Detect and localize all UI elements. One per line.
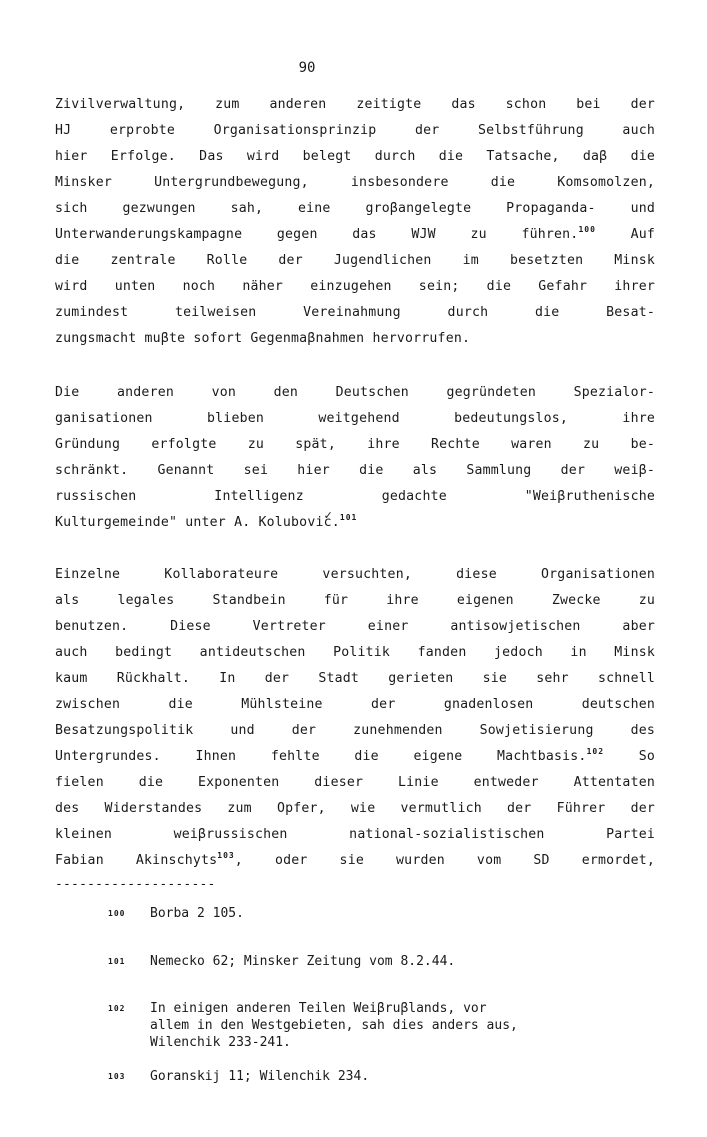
text-line: hier Erfolge. Das wird belegt durch die Tatsache, daβ die (55, 149, 655, 164)
footnote-ref[interactable]: 101 (339, 513, 358, 522)
caron-mark: ✓ c (324, 515, 332, 530)
text-line: des Widerstandes zum Opfer, wie vermutlich der Führer der (55, 801, 655, 816)
text-line: kaum Rückhalt. In der Stadt gerieten sie sehr schnell (55, 671, 655, 686)
footnote (108, 905, 668, 922)
paragraph-3 (55, 562, 655, 874)
footnote-number: 102 (108, 1004, 126, 1013)
text-line: ganisationen blieben weitgehend bedeutungslos, ihre (55, 411, 655, 426)
text-line: kleinen weiβrussischen national-sozialistischen Partei (55, 827, 655, 842)
text-line: Minsker Untergrundbewegung, insbesondere die Komsomolzen, (55, 175, 655, 190)
text-line: Kulturgemeinde" unter A. Kolubovi✓ c.$^{101}$ (55, 510, 655, 536)
text-line: Fabian Akinschyts$^{103}$, oder sie wurden vom SD ermordet, (55, 851, 655, 868)
text-line: wird unten noch näher einzugehen sein; die Gefahr ihrer (55, 279, 655, 294)
text-line: zumindest teilweisen Vereinahmung durch die Besat- (55, 305, 655, 320)
text-line: Besatzungspolitik und der zunehmenden Sowjetisierung des (55, 723, 655, 738)
footnote (108, 1000, 668, 1051)
footnote-text: Nemecko 62; Minsker Zeitung vom 8.2.44. (150, 954, 456, 969)
text-line: Die anderen von den Deutschen gegründeten Spezialor- (55, 385, 655, 400)
text-line: sich gezwungen sah, eine groβangelegte Propaganda- und (55, 201, 655, 216)
text-line: fielen die Exponenten dieser Linie entweder Attentaten (55, 775, 655, 790)
text-line: zwischen die Mühlsteine der gnadenlosen deutschen (55, 697, 655, 712)
footnote-text: allem in den Westgebieten, sah dies anders aus, (150, 1018, 518, 1033)
paragraph-2 (55, 380, 655, 536)
text-line: Einzelne Kollaborateure versuchten, diese Organisationen (55, 567, 655, 582)
footnote-separator: -------------------- (55, 877, 216, 892)
paragraph-1 (55, 92, 655, 352)
footnote-text: Borba 2 105. (150, 906, 244, 921)
text-line: Gründung erfolgte zu spät, ihre Rechte waren zu be- (55, 437, 655, 452)
page-number: 90 (298, 60, 316, 76)
footnote (108, 1068, 668, 1085)
footnote-ref[interactable]: 103 (217, 851, 235, 860)
footnote-text: Goranskij 11; Wilenchik 234. (150, 1069, 370, 1084)
footnote (108, 953, 668, 970)
footnote-ref[interactable]: 100 (578, 225, 596, 234)
text-line: russischen Intelligenz gedachte "Weiβruthenische (55, 489, 655, 504)
text-line: zungsmacht muβte sofort Gegenmaβnahmen hervorrufen. (55, 331, 471, 346)
footnote-text: In einigen anderen Teilen Weiβruβlands, vor (150, 1001, 487, 1016)
text-line: als legales Standbein für ihre eigenen Zwecke zu (55, 593, 655, 608)
footnote-number: 100 (108, 909, 126, 918)
text-line: schränkt. Genannt sei hier die als Sammlung der weiβ- (55, 463, 655, 478)
footnote-ref[interactable]: 102 (586, 747, 605, 756)
footnote-text: Wilenchik 233-241. (150, 1035, 291, 1050)
text-line: benutzen. Diese Vertreter einer antisowjetischen aber (55, 619, 655, 634)
footnote-number: 103 (108, 1072, 126, 1081)
text-line: Untergrundes. Ihnen fehlte die eigene Machtbasis.$^{102}$ So (55, 747, 655, 764)
footnote-number: 101 (108, 957, 126, 966)
text-line: die zentrale Rolle der Jugendlichen im besetzten Minsk (55, 253, 655, 268)
text-line: auch bedingt antideutschen Politik fanden jedoch in Minsk (55, 645, 655, 660)
text-line: Zivilverwaltung, zum anderen zeitigte das schon bei der (55, 97, 655, 112)
text-line: HJ erprobte Organisationsprinzip der Selbstführung auch (55, 123, 655, 138)
text-line: Unterwanderungskampagne gegen das WJW zu führen.$^{100}$ Auf (55, 225, 655, 242)
